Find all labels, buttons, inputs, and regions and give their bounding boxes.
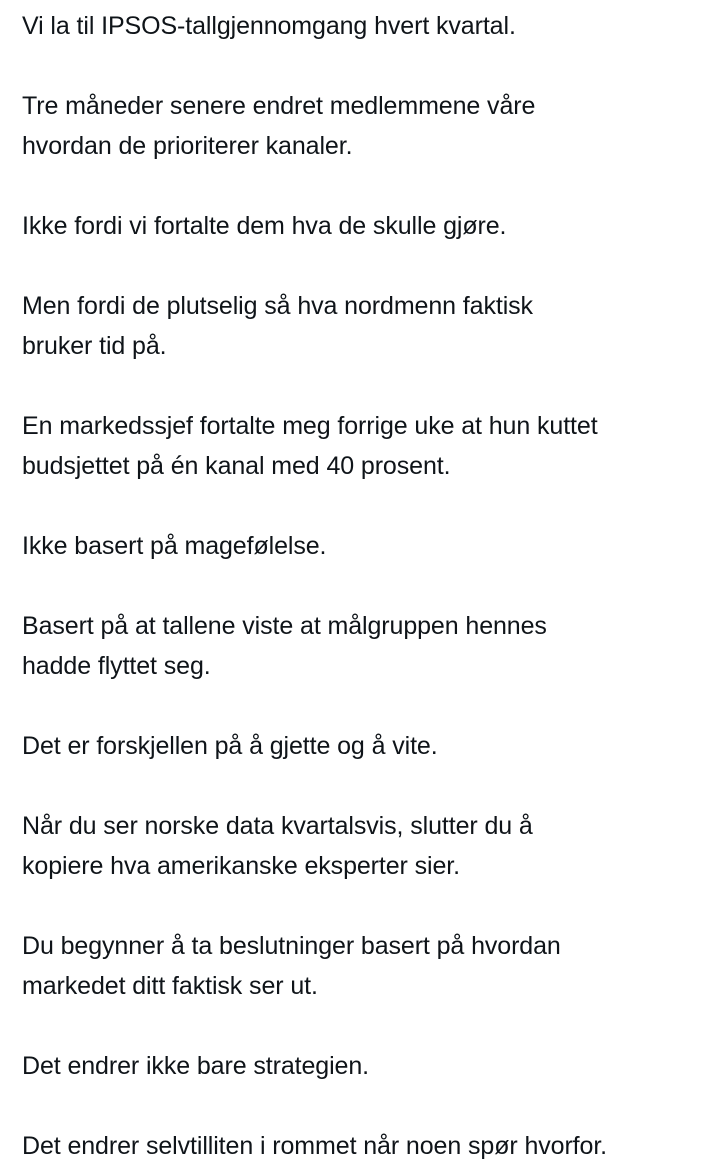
post-body	[22, 6, 722, 1166]
paragraph	[22, 526, 722, 566]
paragraph	[22, 606, 722, 686]
paragraph	[22, 1046, 722, 1086]
text-line: Du begynner å ta beslutninger basert på hvordan	[22, 932, 561, 960]
text-line: hvordan de prioriterer kanaler.	[22, 132, 353, 160]
paragraph	[22, 406, 722, 486]
paragraph	[22, 1126, 722, 1166]
paragraph	[22, 286, 722, 366]
text-line: Vi la til IPSOS-tallgjennomgang hvert kvartal.	[22, 12, 516, 40]
text-line: Ikke basert på magefølelse.	[22, 532, 327, 560]
paragraph	[22, 806, 722, 886]
paragraph	[22, 86, 722, 166]
paragraph	[22, 206, 722, 246]
text-line: Når du ser norske data kvartalsvis, slutter du å	[22, 812, 533, 840]
paragraph	[22, 726, 722, 766]
text-line: markedet ditt faktisk ser ut.	[22, 972, 318, 1000]
text-line: Men fordi de plutselig så hva nordmenn faktisk	[22, 292, 533, 320]
text-line: Det er forskjellen på å gjette og å vite.	[22, 732, 438, 760]
text-line: Det endrer ikke bare strategien.	[22, 1052, 369, 1080]
text-line: Tre måneder senere endret medlemmene våre	[22, 92, 536, 120]
text-line: kopiere hva amerikanske eksperter sier.	[22, 852, 460, 880]
text-line: En markedssjef fortalte meg forrige uke at hun kuttet	[22, 412, 598, 440]
text-line: Basert på at tallene viste at målgruppen hennes	[22, 612, 547, 640]
text-line: Ikke fordi vi fortalte dem hva de skulle gjøre.	[22, 212, 507, 240]
text-line: hadde flyttet seg.	[22, 652, 211, 680]
text-line: budsjettet på én kanal med 40 prosent.	[22, 452, 451, 480]
paragraph	[22, 6, 722, 46]
text-line: bruker tid på.	[22, 332, 167, 360]
paragraph	[22, 926, 722, 1006]
text-line: Det endrer selvtilliten i rommet når noen spør hvorfor.	[22, 1132, 608, 1160]
